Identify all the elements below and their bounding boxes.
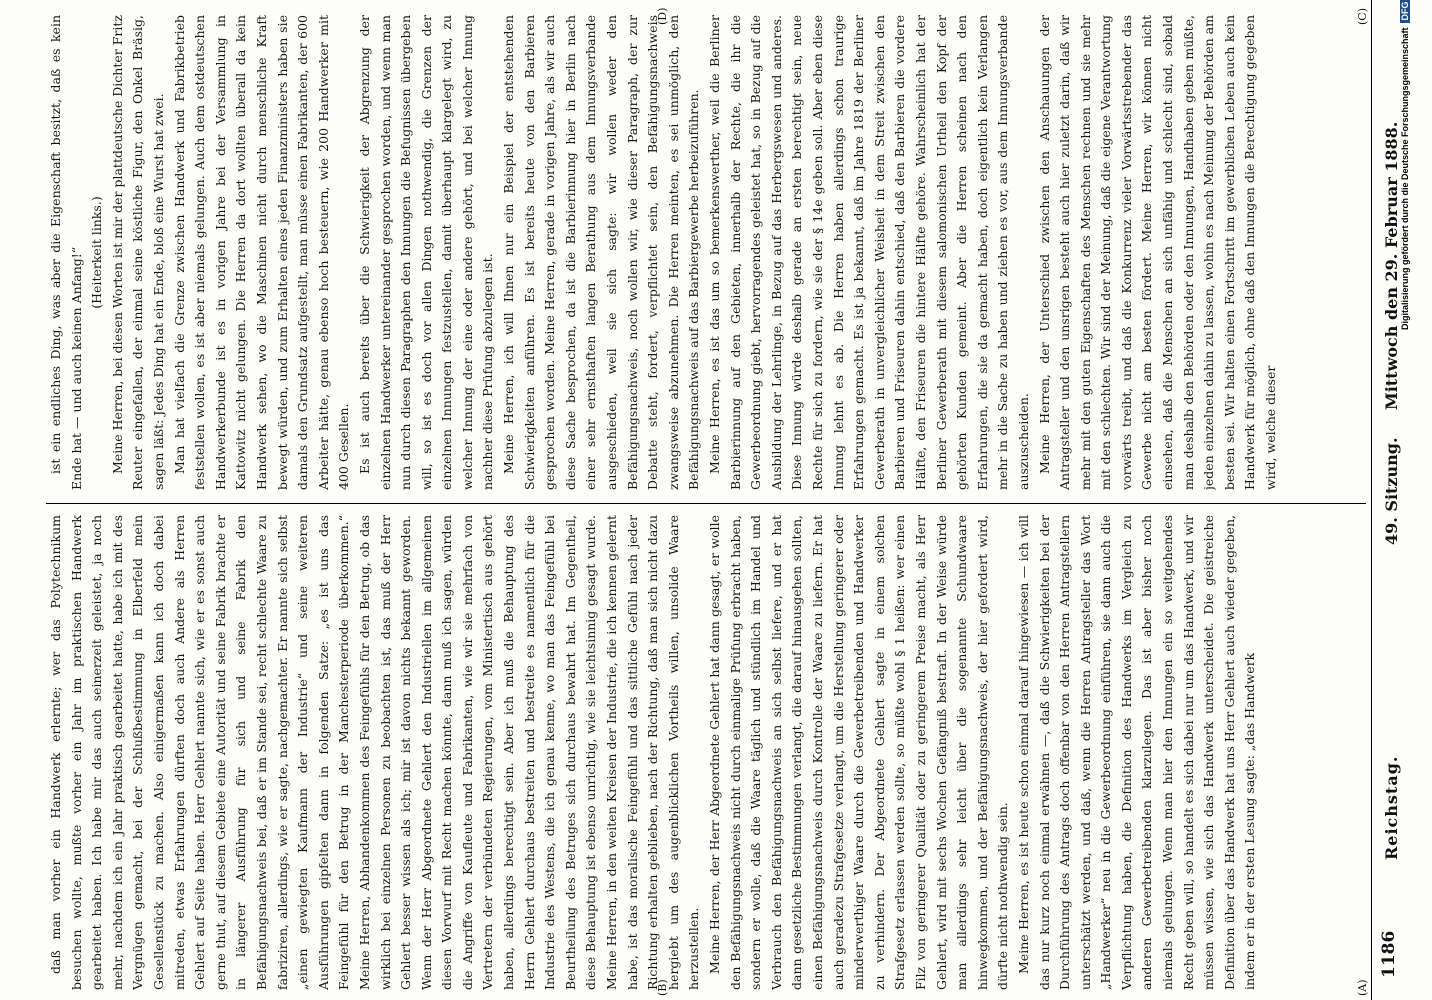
paragraph: Meine Herren, der Unterschied zwischen den Anschauungen der Antragsteller und den unsrigen besteht auch hier zuletzt darin, daß wir mehr mit den guten Eigenschaften des Menschen rechnen und sie mehr mit den schlechten. Wir sind der Meinung, daß die eigene Verantwortung vorwärts treibt, und daß die Konkurrenz vieler Vorwärtsstrebender das Gewerbe nicht am besten fördert. Meine Herren, wir können nicht einsehen, daß die Menschen an sich unfähig und schlecht sind, sobald man deshalb den Behörden oder den Innungen, Handhaben geben müßte, jeden einzelnen dahin zu lassen, wohin es nach Meinung der Behörden am besten sei. Wir halten einen Fortschritt im gewerblichen Leben auch kein Handwerk für möglich, ohne daß den Innungen die Berechtigung gegeben wird, welche dieser [1036,15,1279,490]
rotated-page-sheet [16,0,1416,1000]
paragraph: Meine Herren, bei diesen Worten ist mir der plattdeutsche Dichter Fritz Reuter eingefallen, der einmal seine köstliche Figur, den Onkel Bräsig, sagen läßt: Jedes Ding hat ein Ende, bloß eine Wurst hat zwei. [109,15,166,490]
margin-mark-a: (A) [1356,979,1369,996]
paragraph: Meine Herren, es ist heute schon einmal darauf hingewiesen — ich will das nur kurz noch einmal erwähnen —, daß die Schwierigkeiten bei der Durchführung des Antrags doch offenbar von den Herren Antragstellern unterschätzt werden, und daß, wenn die Herren Antragsteller das Wort „Handwerker“ neu in die Gewerbeordnung einführen, sie dann auch die Verpflichtung haben, die Definition des Handwerks im Vergleich zu anderen Gewerbetreibenden klarzulegen. Das ist aber bisher noch niemals gelungen. Wenn man hier den Innungen ein so weitgehendes Recht geben will, so handelt es sich dabei nur um das Handwerk, und wir müssen wissen, wie sich das Handwerk unterscheidet. Die geistreiche Definition über das Handwerk hat uns Herr Gehlert auch wieder gegeben, indem er in der ersten Lesung sagte: „das Handwerk [1015,515,1258,990]
paragraph: Meine Herren, es ist das um so bemerkenswerther, weil die Berliner Barbierinnung auf den Gebieten, innerhalb der Rechte, die ihr die Gewerbeordnung giebt, hervorragendes geleistet hat, so in Bezug auf die Ausbildung der Lehrlinge, in Bezug auf das Herbergswesen und anderes. Diese Innung würde deshalb gerade an ersten berechtigt sein, neue Rechte für sich zu fordern, wie sie der § 14e geben soll. Aber eben diese Innung lehnt es ab. Die Herren haben allerdings schon traurige Erfahrungen gemacht. Es ist ja bekannt, daß im Jahre 1819 der Berliner Gewerberath in unvergleichlicher Weisheit in dem Streit zwischen den Barbieren und Friseuren dahin entschied, daß den Barbieren die vordere Hälfte, den Friseuren die hintere Hälfte gehöre. Wahrscheinlich hat der Berliner Gewerberath mit diesem salomonischen Urtheil den Kopf der gehörten Kunden gemeint. Aber die Herren scheinen nach den Erfahrungen, die sie da gemacht haben, doch eigentlich kein Verlangen mehr in die Sache zu haben und ziehen es vor, aus dem Innungsverbande auszuscheiden. [707,15,1031,490]
margin-mark-b: (B) [656,979,669,996]
margin-mark-d: (D) [656,7,669,25]
column-divider [46,503,1366,504]
text-column-left [46,515,1366,990]
publication-title: Reichstag. [1382,755,1401,860]
header-rule [1371,0,1372,1000]
paragraph: (Heiterkeit links.) [89,196,105,309]
paragraph: Meine Herren, ich will Ihnen nur ein Beispiel der entstehenden Schwierigkeiten anführen. Es ist bereits heute von den Barbieren gesprochen worden. Meine Herren, gerade in vorigen Jahre, als wir auch diese Sache besprochen, da ist die Barbierinnung hier in Berlin nach einer sehr ernsthaften langen Berathung aus dem Innungsverbande ausgeschieden, weil sie sich sagte: wir wollen weder den Befähigungsnachweis, noch wollen wir, wie dieser Paragraph, der zur Debatte steht, fordert, verpflichtet sein, den Befähigungsnachweis zwangsweise abzunehmen. Die Herren meinten, es sei unmöglich, den Befähigungsnachweis auf das Barbiergewerbe herbeizuführen. [501,15,702,490]
paragraph: Man hat vielfach die Grenze zwischen Handwerk und Fabrikbetrieb feststellen wollen, es ist aber niemals gelungen. Auch dem ostdeutschen Handwerkerbunde ist es in vorigen Jahre bei der Versammlung in Kattowitz nicht gelungen. Die Herren da dort wollten überall da kein Handwerk sehen, wo die Maschinen nicht durch menschliche Kraft bewegt würden, und zum Erhalten eines jeden Finanzministers haben sie damals den Grundsatz aufgestellt, man müsse einen Fabrikanten, der 600 Arbeiter hätte, genau ebenso hoch besteuern, wie 200 Handwerker mit 400 Gesellen. [171,15,352,490]
paragraph: Es ist auch bereits über die Schwierigkeit der Abgrenzung der einzelnen Handwerker untereinander gesprochen worden, und wenn man nun durch diesen Paragraphen den Innungen die Befugnissen übergeben will, so ist es doch vor allen Dingen nothwendig, die Grenzen der einzelnen Innungen festzustellen, damit überhaupt klargelegt wird, zu welcher Innung der eine oder andere gehört, und bei welcher Innung nachher diese Prüfung abzulegen ist. [356,15,496,490]
text-column-right [46,15,1366,490]
page-number: 1186 [1379,930,1399,978]
paragraph: Meine Herren, der Herr Abgeordnete Gehlert hat dann gesagt, er wolle den Befähigungsnachweis nicht durch einmalige Prüfung erbracht haben, sondern er wolle, daß die Waare täglich und stündlich im Handel und Verbrauch den Befähigungsnachweis an sich selbst liefere, und er hat dann gesetzliche Bestimmungen verlangt, die darauf hinausgehen sollten, einen Befähigungsnachweis durch Kontrolle der Waare zu liefern. Er hat auch geradezu Strafgesetze verlangt, um die Herstellung geringerer oder minderwerthiger Waare durch die Gewerbetreibenden und Handwerker zu verhindern. Der Abgeordnete Gehlert sagte in einem solchen Strafgesetz erlassen werden sollte, so müßte wohl § 1 heißen: wer einen Filz von geringerer Qualität oder zu geringerem Preise macht, als Herr Gehlert, wird mit sechs Wochen Gefängniß bestraft. In der Weise würde man allerdings sehr leicht über die sogenannte Schundwaare hinwegkommen, und der Befähigungsnachweis, der hier gefordert wird, dürfte nicht nothwendig sein. [707,515,1011,990]
date-label: Mittwoch den 29. Februar 1888. [1382,121,1401,410]
paragraph: ist ein endliches Ding, was aber die Eigenschaft besitzt, daß es kein Ende hat — und auch keinen Anfang!“ [48,15,84,490]
digitization-credit-text: Digitalisierung gefördert durch die Deutsche Forschungsgemeinschaft [1400,27,1410,330]
session-label: 49. Sitzung. [1382,437,1401,545]
digitization-credit [1400,0,1410,330]
dfg-logo: DFG [1400,0,1410,23]
paragraph: daß man vorher ein Handwerk erlernte; wer das Polytechnikum besuchen wollte, mußte vorher ein Jahr im praktischen Handwerk gearbeitet haben. Ich habe mir das auch seinerzeit geleistet, ja noch mehr, nachdem ich ein Jahr praktisch gearbeitet hatte, habe ich mit des Vergnügen gemacht, bei der Schlußbestimmung in Elberfeld mein Gesellenstück zu machen. Also einigermaßen kann ich doch dabei mitreden, etwas Erfahrungen dürften doch auch Andere als Herren Gehlert auf Seite haben. Herr Gehlert nannte sich, wie er es sonst auch gerne thut, auf diesem Gebiete eine Autorität und seine Fabrik brachte er in längerer Ausführung für sich und seine Fabrik den Befähigungsnachweis bei, daß er im Stande sei, recht schlechte Waare zu fabriziren, allerdings, wie er sagte, nachgemachter. Er nannte sich selbst „einen gewiegten Kaufmann der Industrie“ und seine weiteren Ausführungen gipfelten dann in folgenden Satze: „es ist uns das Feingefühl für den Betrug in der Manchesterperiode überkommen.“ Meine Herren, Abhandenkommen des Feingefühls für den Betrug, ob das wirklich bei einzelnen Personen zu beobachten ist, das muß der Herr Gehlert besser wissen als ich; mir ist davon nichts bekannt geworden. Wenn der Herr Abgeordnete Gehlert den Industriellen im allgemeinen diesen Vorwurf mit Recht machen könnte, dann muß ich sagen, würden die Angriffe von Kaufleute und Fabrikanten, wie wir sie mehrfach von Vertretern der verbündeten Regierungen, vom Ministertisch aus gehört haben, allerdings berechtigt sein. Aber ich muß die Behauptung des Herrn Gehlert durchaus bestreiten und bestreite es namentlich für die Industrie des Westens, die ich genau kenne, wo man das Feingefühl bei Beurtheilung des Betruges sich durchaus bewahrt hat. Im Gegentheil, diese Behauptung ist ebenso unrichtig, wie sie leichtsinnig gesagt wurde. Meine Herren, in den weiten Kreisen der Industrie, die ich kennen gelernt habe, ist das moralische Feingefühl und das sittliche Gefühl nach jeder Richtung erhalten geblieben, nach der Richtung, daß man sich nicht dazu hergiebt um des augenblicklichen Vortheils willen, unsolide Waare herzustellen. [48,515,702,990]
margin-mark-c: (C) [1356,8,1369,25]
